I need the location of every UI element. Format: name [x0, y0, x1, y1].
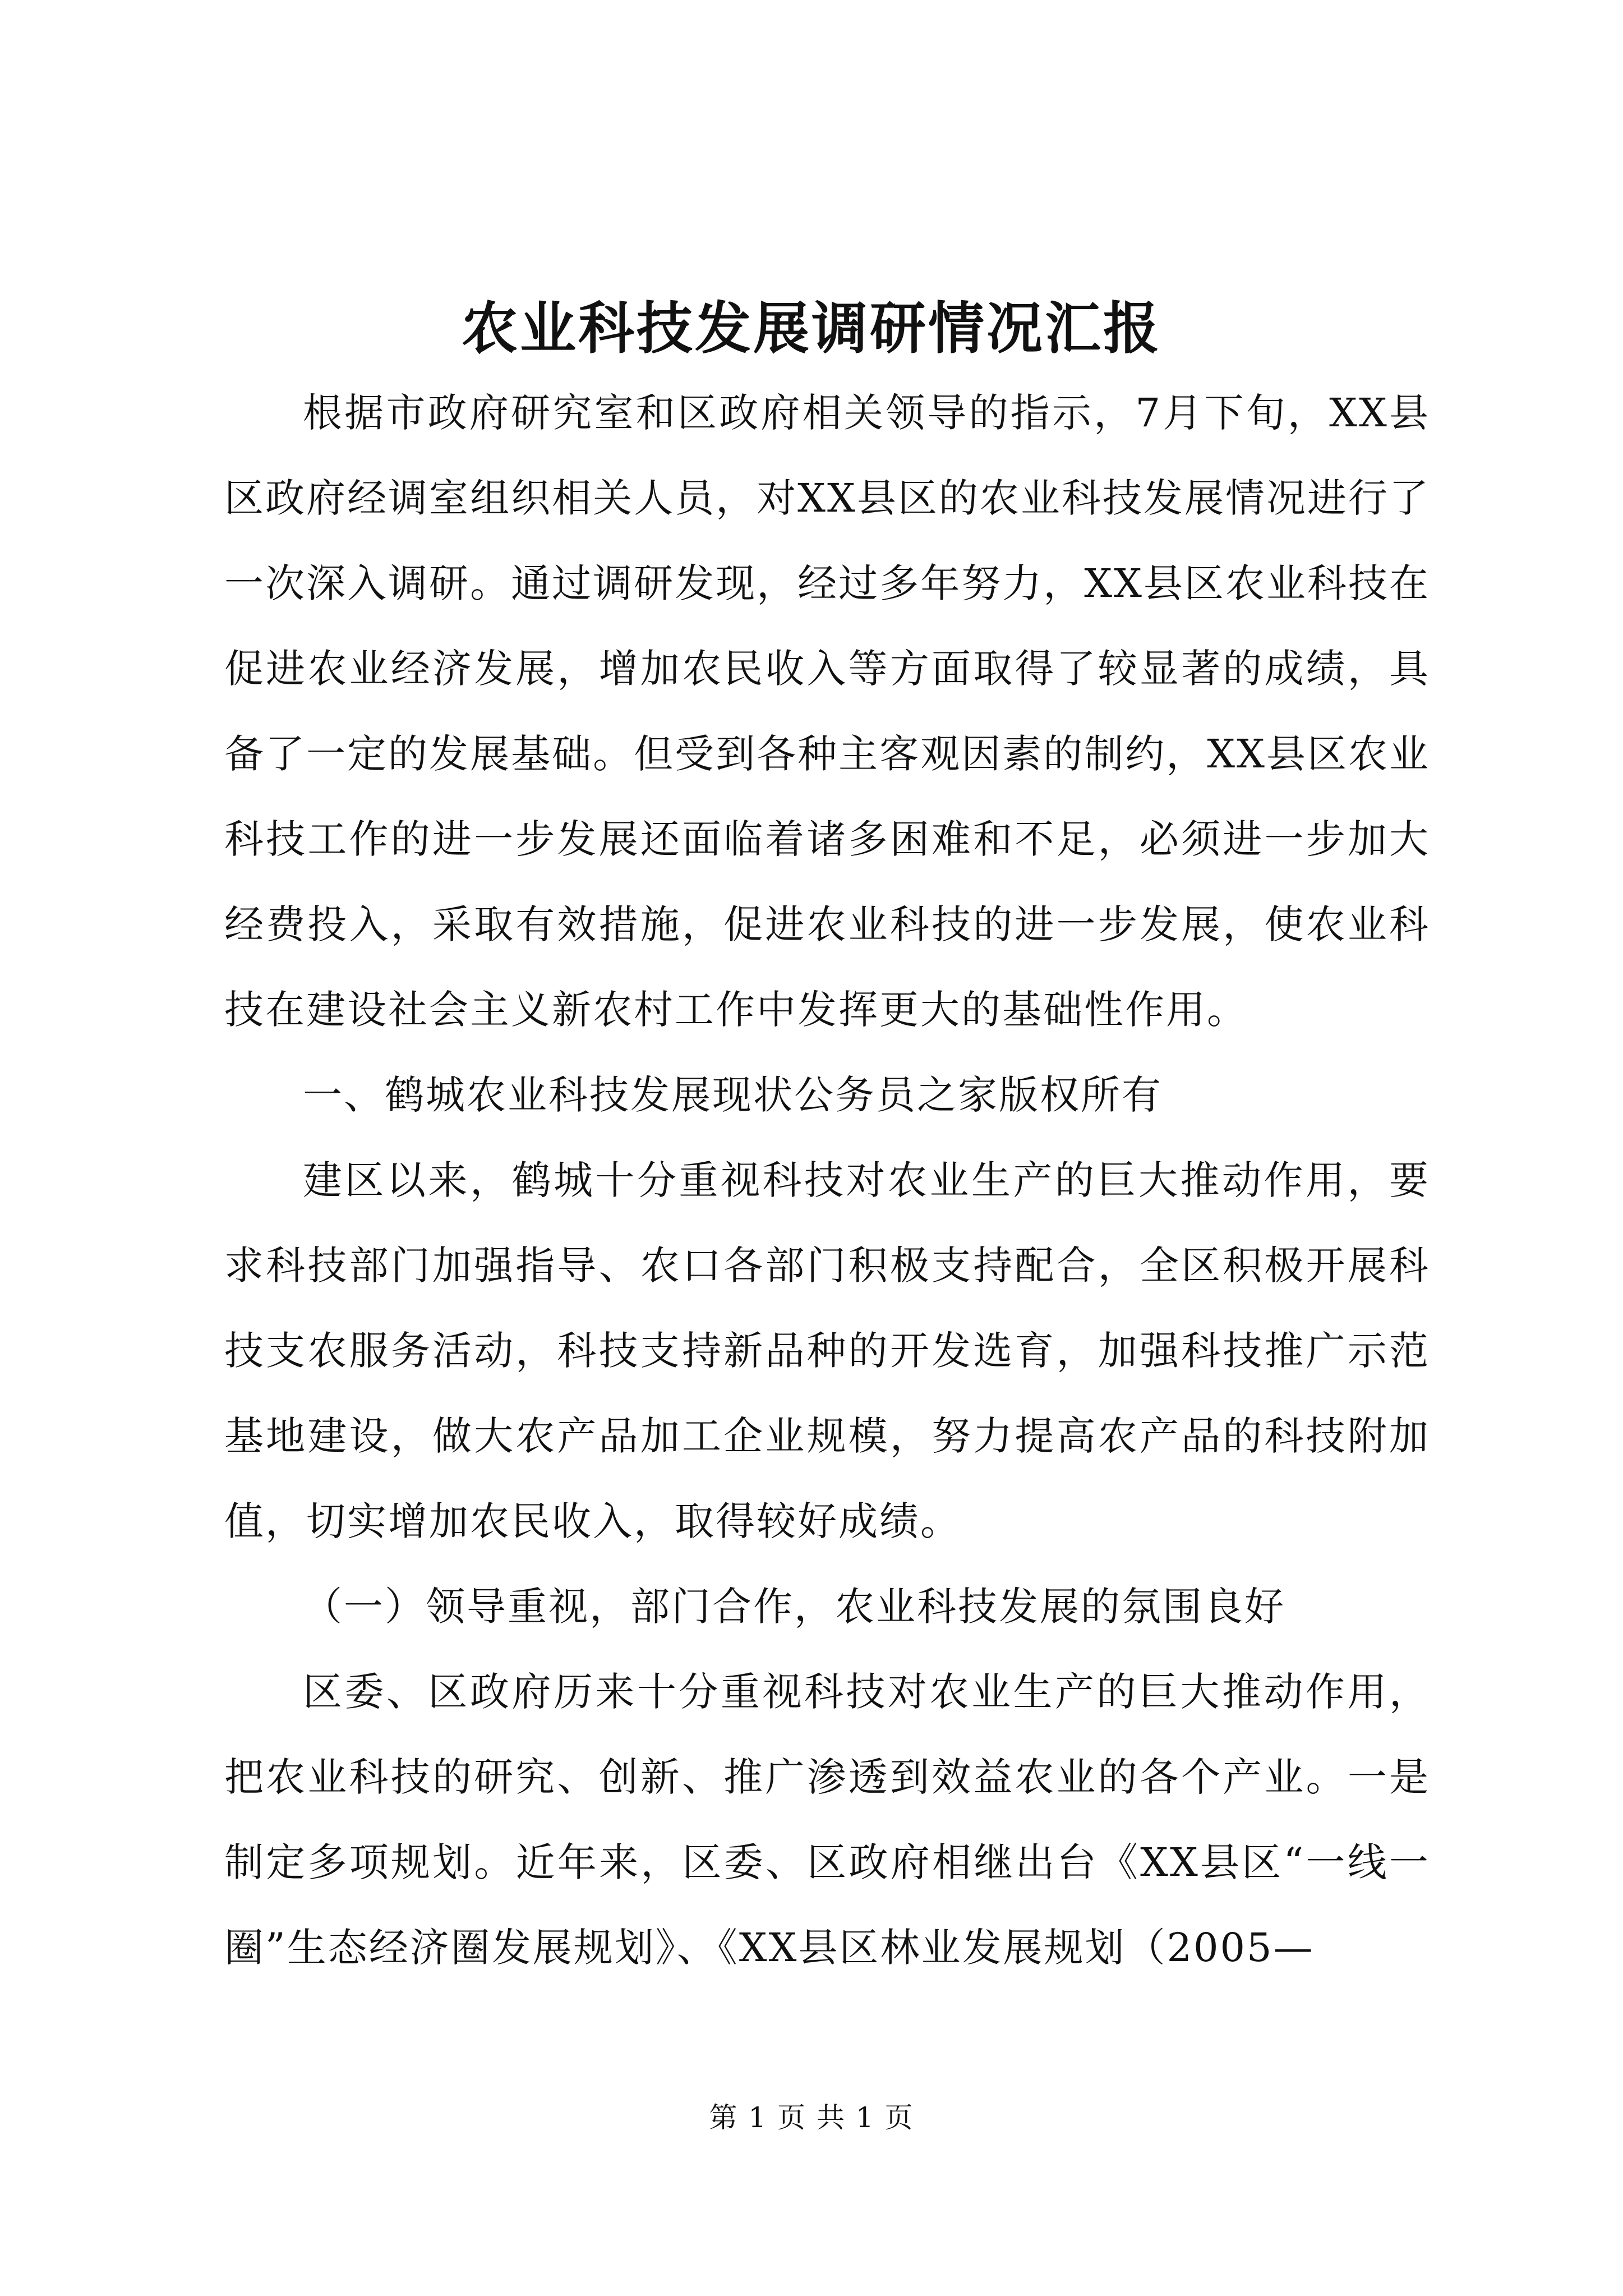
subsection-heading-1: （一）领导重视，部门合作，农业科技发展的氛围良好 — [303, 1584, 1285, 1630]
section-heading-1: 一、鹤城农业科技发展现状公务员之家版权所有 — [303, 1072, 1163, 1118]
subsection-1-paragraph: 区委、区政府历来十分重视科技对农业生产的巨大推动作用，把农业科技的研究、创新、推广渗透到效益农业的各个产业。一是制定多项规划。近年来，区委、区政府相继出台《XX县区“一线一圈”生态经济圈发展规划》、《XX县区林业发展规划（2005— — [224, 1669, 1430, 1971]
intro-paragraph: 根据市政府研究室和区政府相关领导的指示，7月下旬，XX县区政府经调室组织相关人员，对XX县区的农业科技发展情况进行了一次深入调研。通过调研发现，经过多年努力，XX县区农业科技在促进农业经济发展，增加农民收入等方面取得了较显著的成绩，具备了一定的发展基础。但受到各种主客观因素的制约，XX县区农业科技工作的进一步发展还面临着诸多困难和不足，必须进一步加大经费投入，采取有效措施，促进农业科技的进一步发展，使农业科技在建设社会主义新农村工作中发挥更大的基础性作用。 — [224, 390, 1430, 1033]
section-1-paragraph: 建区以来，鹤城十分重视科技对农业生产的巨大推动作用，要求科技部门加强指导、农口各部门积极支持配合，全区积极开展科技支农服务活动，科技支持新品种的开发选育，加强科技推广示范基地建设，做大农产品加工企业规模，努力提高农产品的科技附加值，切实增加农民收入，取得较好成绩。 — [224, 1157, 1430, 1544]
document-body — [224, 370, 1430, 1990]
document-title: 农业科技发展调研情况汇报 — [462, 295, 1161, 361]
page-footer: 第 1 页 共 1 页 — [709, 2101, 914, 2134]
